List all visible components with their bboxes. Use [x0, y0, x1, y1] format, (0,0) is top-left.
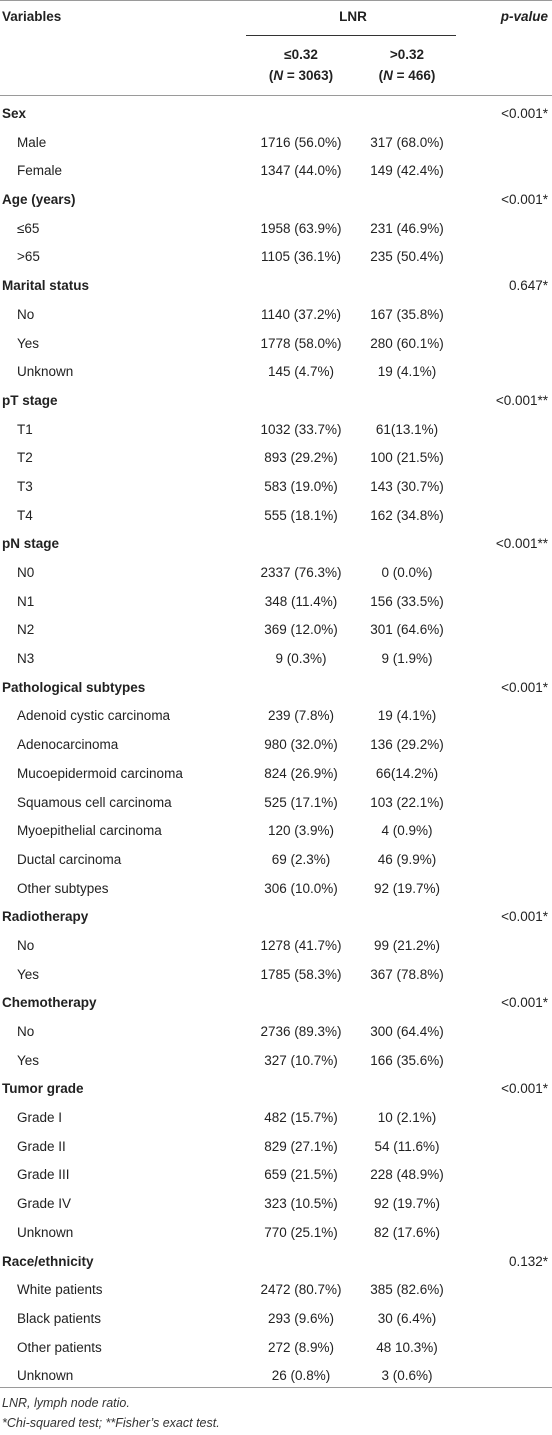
table-row — [0, 961, 552, 990]
value-high-lnr: 3 (0.6%) — [381, 1368, 433, 1384]
row-label: Unknown — [17, 364, 74, 380]
row-label: Yes — [17, 1052, 40, 1068]
p-value: <0.001** — [495, 392, 548, 408]
table-row — [0, 875, 552, 904]
value-low-lnr: 2736 (89.3%) — [260, 1024, 342, 1039]
category-label: Chemotherapy — [2, 995, 97, 1011]
category-row — [0, 387, 552, 416]
row-label: Other patients — [17, 1339, 102, 1355]
row-label: T1 — [17, 421, 33, 437]
value-high-lnr: 10 (2.1%) — [377, 1110, 437, 1126]
p-value: <0.001* — [501, 909, 548, 925]
value-low-lnr: 525 (17.1%) — [264, 794, 338, 810]
category-label: Marital status — [2, 278, 90, 294]
category-row — [0, 903, 552, 932]
value-high-lnr: 54 (11.6%) — [374, 1138, 440, 1154]
value-high-lnr: 100 (21.5%) — [370, 450, 444, 466]
row-label: >65 — [17, 249, 40, 265]
row-label: Grade III — [17, 1167, 70, 1183]
row-label: Black patients — [17, 1310, 102, 1326]
p-value: <0.001* — [501, 679, 548, 695]
table-row — [0, 789, 552, 818]
value-low-lnr: 1347 (44.0%) — [260, 163, 342, 179]
table-row — [0, 1133, 552, 1162]
row-label: No — [17, 937, 35, 953]
value-high-lnr: 48 10.3%) — [376, 1339, 438, 1355]
value-low-lnr: 1278 (41.7%) — [260, 937, 342, 953]
value-low-lnr: 1958 (63.9%) — [260, 220, 342, 236]
table-row — [0, 1047, 552, 1076]
value-low-lnr: 1105 (36.1%) — [260, 249, 342, 265]
value-high-lnr: 300 (64.4%) — [370, 1024, 444, 1039]
value-low-lnr: 1716 (56.0%) — [260, 134, 342, 150]
value-high-lnr: 231 (46.9%) — [370, 220, 444, 236]
table-row — [0, 1305, 552, 1334]
value-high-lnr: 228 (48.9%) — [370, 1167, 444, 1183]
table-row — [0, 1161, 552, 1190]
value-high-lnr: 235 (50.4%) — [370, 249, 444, 265]
table-row — [0, 1334, 552, 1363]
category-label: pN stage — [2, 536, 60, 552]
column-header-high-lnr — [352, 44, 462, 86]
p-value: 0.647* — [508, 278, 548, 294]
value-low-lnr: 369 (12.0%) — [264, 622, 338, 638]
value-high-lnr: 162 (34.8%) — [370, 507, 444, 523]
lnr-group-divider — [246, 35, 456, 36]
column-header-low-lnr-n: (N = 3063) — [268, 68, 334, 83]
value-high-lnr: 66(14.2%) — [375, 765, 439, 781]
row-label: Adenoid cystic carcinoma — [17, 708, 171, 724]
table-row — [0, 301, 552, 330]
row-label: T2 — [17, 450, 33, 466]
p-value: <0.001* — [501, 995, 548, 1011]
value-low-lnr: 26 (0.8%) — [271, 1368, 331, 1384]
row-label: Other subtypes — [17, 880, 109, 896]
column-header-low-lnr-label: ≤0.32 — [284, 47, 318, 62]
table-row — [0, 243, 552, 272]
category-label: Pathological subtypes — [2, 679, 146, 695]
category-row — [0, 100, 552, 129]
column-header-high-lnr-n: (N = 466) — [378, 68, 436, 83]
table-row — [0, 645, 552, 674]
category-label: Tumor grade — [2, 1081, 84, 1097]
value-low-lnr: 1032 (33.7%) — [260, 421, 342, 437]
value-low-lnr: 323 (10.5%) — [264, 1196, 338, 1212]
table-row — [0, 1104, 552, 1133]
table-row — [0, 1018, 552, 1047]
table-row — [0, 559, 552, 588]
table-row — [0, 731, 552, 760]
table-row — [0, 932, 552, 961]
value-high-lnr: 0 (0.0%) — [381, 565, 433, 580]
value-high-lnr: 385 (82.6%) — [370, 1282, 444, 1298]
p-value: 0.132* — [508, 1253, 548, 1269]
value-low-lnr: 2472 (80.7%) — [260, 1282, 342, 1298]
table-bottom-rule — [0, 1387, 552, 1388]
value-low-lnr: 893 (29.2%) — [264, 450, 338, 466]
value-low-lnr: 770 (25.1%) — [264, 1224, 338, 1240]
row-label: N0 — [17, 565, 35, 580]
value-high-lnr: 61(13.1%) — [375, 421, 439, 437]
lnr-group-header: LNR — [339, 9, 367, 24]
category-row — [0, 674, 552, 703]
row-label: Female — [17, 163, 63, 179]
category-row — [0, 1075, 552, 1104]
column-header-low-lnr — [246, 44, 356, 86]
value-high-lnr: 92 (19.7%) — [373, 1196, 441, 1212]
category-row — [0, 186, 552, 215]
value-high-lnr: 103 (22.1%) — [370, 794, 444, 810]
row-label: Grade IV — [17, 1196, 72, 1212]
row-label: Mucoepidermoid carcinoma — [17, 765, 183, 781]
value-high-lnr: 92 (19.7%) — [373, 880, 441, 896]
value-high-lnr: 317 (68.0%) — [370, 134, 444, 150]
category-row — [0, 1248, 552, 1277]
table-row — [0, 1219, 552, 1248]
value-low-lnr: 9 (0.3%) — [275, 651, 327, 667]
value-low-lnr: 239 (7.8%) — [267, 708, 335, 724]
value-low-lnr: 555 (18.1%) — [264, 507, 338, 523]
value-low-lnr: 829 (27.1%) — [264, 1138, 338, 1154]
row-label: Myoepithelial carcinoma — [17, 823, 162, 839]
table-row — [0, 846, 552, 875]
category-row — [0, 272, 552, 301]
table-row — [0, 616, 552, 645]
row-label: ≤65 — [17, 220, 40, 236]
category-row — [0, 989, 552, 1018]
category-label: Sex — [2, 106, 27, 121]
row-label: Male — [17, 134, 47, 150]
table-row — [0, 215, 552, 244]
value-high-lnr: 19 (4.1%) — [377, 708, 437, 724]
pvalue-header: p-value — [500, 9, 548, 24]
category-row — [0, 530, 552, 559]
row-label: Adenocarcinoma — [17, 737, 119, 753]
row-label: N3 — [17, 651, 35, 667]
column-header-high-lnr-label: >0.32 — [389, 47, 425, 62]
table-row — [0, 1276, 552, 1305]
value-low-lnr: 1778 (58.0%) — [260, 335, 342, 351]
footnote-tests: *Chi-squared test; **Fisher’s exact test. — [2, 1416, 220, 1430]
value-high-lnr: 9 (1.9%) — [381, 651, 433, 667]
table-row — [0, 760, 552, 789]
table-row — [0, 1190, 552, 1219]
p-value: <0.001* — [501, 106, 548, 121]
value-high-lnr: 367 (78.8%) — [370, 966, 444, 982]
value-high-lnr: 166 (35.6%) — [370, 1052, 444, 1068]
value-high-lnr: 46 (9.9%) — [377, 851, 437, 867]
category-label: Age (years) — [2, 192, 76, 208]
value-low-lnr: 482 (15.7%) — [264, 1110, 338, 1126]
row-label: Yes — [17, 335, 40, 351]
table-row — [0, 817, 552, 846]
table-row — [0, 473, 552, 502]
value-low-lnr: 293 (9.6%) — [267, 1310, 335, 1326]
row-label: White patients — [17, 1282, 103, 1298]
value-low-lnr: 659 (21.5%) — [264, 1167, 338, 1183]
table-row — [0, 502, 552, 531]
row-label: Grade I — [17, 1110, 63, 1126]
variables-header: Variables — [2, 9, 62, 24]
value-low-lnr: 1140 (37.2%) — [260, 306, 342, 322]
value-high-lnr: 99 (21.2%) — [373, 937, 441, 953]
value-low-lnr: 327 (10.7%) — [264, 1052, 338, 1068]
p-value: <0.001* — [501, 1081, 548, 1097]
value-low-lnr: 583 (19.0%) — [264, 478, 338, 494]
value-high-lnr: 136 (29.2%) — [370, 737, 444, 753]
table-header — [0, 0, 552, 96]
table-row — [0, 330, 552, 359]
category-label: Radiotherapy — [2, 909, 89, 925]
value-low-lnr: 1785 (58.3%) — [260, 966, 342, 982]
value-low-lnr: 980 (32.0%) — [264, 737, 338, 753]
value-low-lnr: 120 (3.9%) — [267, 823, 335, 839]
row-label: N1 — [17, 593, 35, 609]
value-low-lnr: 824 (26.9%) — [264, 765, 338, 781]
value-high-lnr: 301 (64.6%) — [370, 622, 444, 638]
value-low-lnr: 272 (8.9%) — [267, 1339, 335, 1355]
p-value: <0.001** — [495, 536, 548, 552]
value-high-lnr: 82 (17.6%) — [373, 1224, 441, 1240]
table-row — [0, 157, 552, 186]
table-row — [0, 129, 552, 158]
table-row — [0, 358, 552, 387]
value-high-lnr: 149 (42.4%) — [370, 163, 444, 179]
value-low-lnr: 145 (4.7%) — [267, 364, 335, 380]
row-label: Yes — [17, 966, 40, 982]
value-high-lnr: 4 (0.9%) — [381, 823, 433, 839]
p-value: <0.001* — [501, 192, 548, 208]
value-high-lnr: 167 (35.8%) — [370, 306, 444, 322]
row-label: Squamous cell carcinoma — [17, 794, 172, 810]
category-label: pT stage — [2, 392, 58, 408]
table-row — [0, 416, 552, 445]
category-label: Race/ethnicity — [2, 1253, 94, 1269]
value-high-lnr: 30 (6.4%) — [377, 1310, 437, 1326]
value-low-lnr: 69 (2.3%) — [271, 851, 331, 867]
table-row — [0, 702, 552, 731]
value-low-lnr: 2337 (76.3%) — [260, 565, 342, 580]
row-label: Grade II — [17, 1138, 66, 1154]
value-high-lnr: 280 (60.1%) — [370, 335, 444, 351]
value-high-lnr: 143 (30.7%) — [370, 478, 444, 494]
value-high-lnr: 156 (33.5%) — [370, 593, 444, 609]
table-body — [0, 100, 552, 1391]
row-label: Ductal carcinoma — [17, 851, 122, 867]
row-label: T3 — [17, 478, 33, 494]
table-row — [0, 444, 552, 473]
value-low-lnr: 348 (11.4%) — [264, 593, 338, 609]
row-label: T4 — [17, 507, 33, 523]
row-label: N2 — [17, 622, 35, 638]
row-label: Unknown — [17, 1368, 74, 1384]
value-low-lnr: 306 (10.0%) — [264, 880, 338, 896]
value-high-lnr: 19 (4.1%) — [377, 364, 437, 380]
row-label: Unknown — [17, 1224, 74, 1240]
footnote-abbreviation: LNR, lymph node ratio. — [2, 1396, 130, 1410]
row-label: No — [17, 1024, 35, 1039]
table-row — [0, 588, 552, 617]
row-label: No — [17, 306, 35, 322]
